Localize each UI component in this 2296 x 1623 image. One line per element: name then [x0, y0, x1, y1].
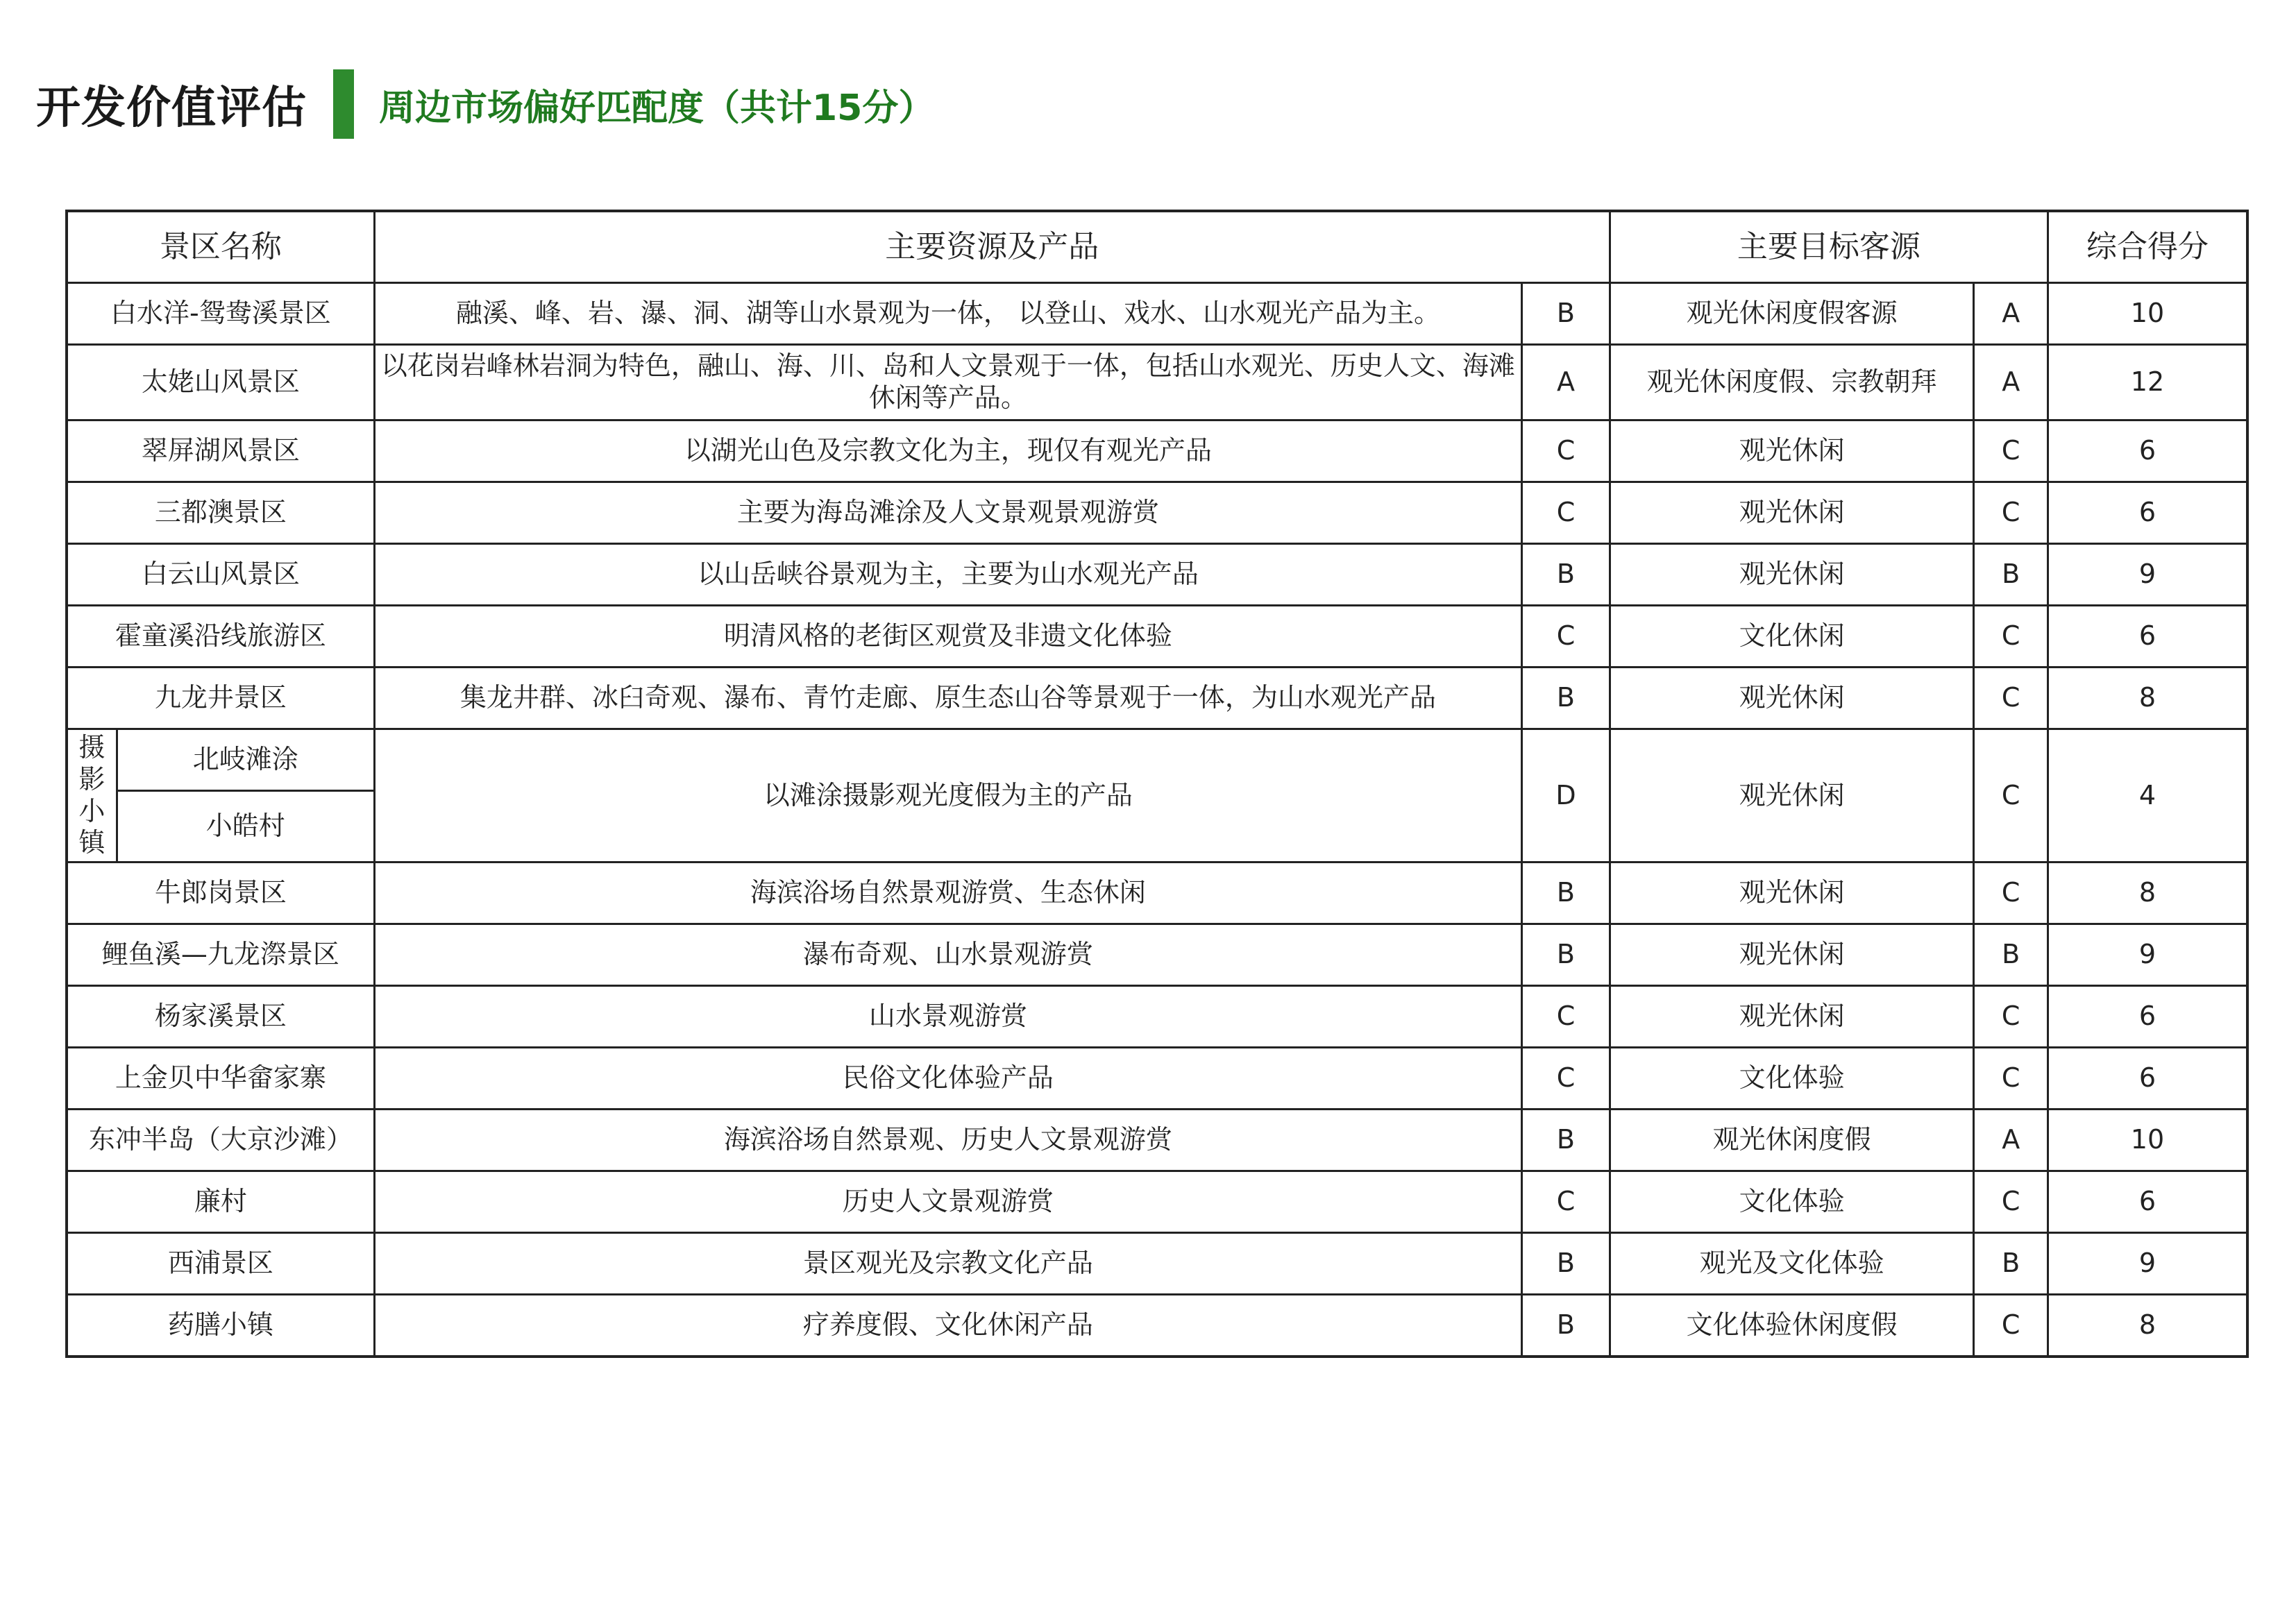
cell-name: 北岐滩涂: [117, 729, 374, 791]
cell-target: 文化体验休闲度假: [1610, 1295, 1974, 1357]
cell-resource: 融溪、峰、岩、瀑、洞、湖等山水景观为一体， 以登山、戏水、山水观光产品为主。: [374, 283, 1521, 345]
table-row: [67, 283, 2247, 345]
cell-score: 9: [2048, 544, 2247, 606]
cell-resource: 疗养度假、文化休闲产品: [374, 1295, 1521, 1357]
page-title: 开发价值评估: [36, 83, 307, 134]
cell-score: 8: [2048, 1295, 2247, 1357]
header-name: 景区名称: [67, 211, 374, 283]
header-resource: 主要资源及产品: [374, 211, 1610, 283]
table-row: [67, 668, 2247, 729]
cell-resource-grade: B: [1522, 544, 1610, 606]
cell-resource: 主要为海岛滩涂及人文景观景观游赏: [374, 482, 1521, 544]
table-row: [67, 1110, 2247, 1171]
cell-target: 观光休闲: [1610, 482, 1974, 544]
cell-target: 观光休闲: [1610, 668, 1974, 729]
cell-target: 观光休闲度假、宗教朝拜: [1610, 345, 1974, 420]
title-accent-bar: [333, 69, 354, 139]
table-row: [67, 986, 2247, 1048]
cell-name: 牛郎岗景区: [67, 863, 374, 924]
cell-score: 6: [2048, 1171, 2247, 1233]
cell-resource-grade: B: [1522, 1233, 1610, 1295]
cell-name: 霍童溪沿线旅游区: [67, 606, 374, 668]
cell-resource: 海滨浴场自然景观游赏、生态休闲: [374, 863, 1521, 924]
cell-resource-grade: C: [1522, 606, 1610, 668]
cell-target-grade: B: [1974, 1233, 2048, 1295]
cell-resource-grade: B: [1522, 1110, 1610, 1171]
cell-target: 观光休闲: [1610, 544, 1974, 606]
cell-resource-grade: B: [1522, 1295, 1610, 1357]
cell-resource-grade: C: [1522, 986, 1610, 1048]
table-row: [67, 1233, 2247, 1295]
cell-target-grade: C: [1974, 1048, 2048, 1110]
cell-name: 药膳小镇: [67, 1295, 374, 1357]
cell-name: 小皓村: [117, 791, 374, 863]
cell-resource-grade: C: [1522, 482, 1610, 544]
cell-target-grade: C: [1974, 729, 2048, 863]
cell-target: 文化体验: [1610, 1048, 1974, 1110]
cell-target-grade: C: [1974, 1171, 2048, 1233]
cell-target: 观光休闲: [1610, 986, 1974, 1048]
cell-name: 九龙井景区: [67, 668, 374, 729]
cell-target-grade: C: [1974, 1295, 2048, 1357]
cell-score: 8: [2048, 863, 2247, 924]
cell-resource: 以花岗岩峰林岩洞为特色，融山、海、川、岛和人文景观于一体，包括山水观光、历史人文、海滩休闲等产品。: [374, 345, 1521, 420]
cell-resource-grade: B: [1522, 863, 1610, 924]
cell-target: 文化休闲: [1610, 606, 1974, 668]
cell-resource: 历史人文景观游赏: [374, 1171, 1521, 1233]
cell-score: 6: [2048, 606, 2247, 668]
cell-resource-grade: B: [1522, 924, 1610, 986]
group-label-char: 小: [78, 795, 105, 826]
cell-target: 观光休闲: [1610, 863, 1974, 924]
cell-name: 三都澳景区: [67, 482, 374, 544]
group-label-photo-town: [67, 729, 117, 863]
cell-target-grade: C: [1974, 482, 2048, 544]
page-header: [36, 69, 934, 139]
cell-target: 文化体验: [1610, 1171, 1974, 1233]
cell-target: 观光休闲度假客源: [1610, 283, 1974, 345]
table-row: [67, 482, 2247, 544]
cell-name: 太姥山风景区: [67, 345, 374, 420]
table-row: [67, 924, 2247, 986]
cell-score: 6: [2048, 482, 2247, 544]
cell-resource-grade: A: [1522, 345, 1610, 420]
cell-resource: 以山岳峡谷景观为主，主要为山水观光产品: [374, 544, 1521, 606]
cell-score: 10: [2048, 1110, 2247, 1171]
header-target: 主要目标客源: [1610, 211, 2048, 283]
cell-target-grade: B: [1974, 924, 2048, 986]
cell-name: 白云山风景区: [67, 544, 374, 606]
cell-target: 观光休闲: [1610, 420, 1974, 482]
cell-target: 观光及文化体验: [1610, 1233, 1974, 1295]
cell-resource: 景区观光及宗教文化产品: [374, 1233, 1521, 1295]
cell-name: 鲤鱼溪—九龙漈景区: [67, 924, 374, 986]
table-header-row: [67, 211, 2247, 283]
table-row-group: [67, 729, 2247, 791]
cell-name: 白水洋-鸳鸯溪景区: [67, 283, 374, 345]
cell-resource: 瀑布奇观、山水景观游赏: [374, 924, 1521, 986]
page-subtitle: 周边市场偏好匹配度（共计15分）: [379, 87, 935, 129]
table-row: [67, 1171, 2247, 1233]
table-row: [67, 1295, 2247, 1357]
cell-resource-grade: B: [1522, 283, 1610, 345]
header-score: 综合得分: [2048, 211, 2247, 283]
cell-resource: 民俗文化体验产品: [374, 1048, 1521, 1110]
cell-name: 廉村: [67, 1171, 374, 1233]
cell-score: 6: [2048, 986, 2247, 1048]
table-row: [67, 863, 2247, 924]
cell-score: 9: [2048, 1233, 2247, 1295]
cell-target-grade: C: [1974, 420, 2048, 482]
cell-target: 观光休闲: [1610, 924, 1974, 986]
cell-target-grade: C: [1974, 863, 2048, 924]
cell-resource: 明清风格的老街区观赏及非遗文化体验: [374, 606, 1521, 668]
cell-target-grade: A: [1974, 345, 2048, 420]
group-label-char: 影: [78, 763, 105, 794]
cell-target-grade: B: [1974, 544, 2048, 606]
cell-resource: 以滩涂摄影观光度假为主的产品: [374, 729, 1521, 863]
group-label-char: 摄: [78, 732, 105, 763]
cell-target-grade: C: [1974, 986, 2048, 1048]
cell-score: 9: [2048, 924, 2247, 986]
cell-target: 观光休闲度假: [1610, 1110, 1974, 1171]
cell-score: 8: [2048, 668, 2247, 729]
table-row: [67, 420, 2247, 482]
cell-resource: 以湖光山色及宗教文化为主，现仅有观光产品: [374, 420, 1521, 482]
cell-target: 观光休闲: [1610, 729, 1974, 863]
cell-score: 4: [2048, 729, 2247, 863]
table-row: [67, 345, 2247, 420]
table-row: [67, 606, 2247, 668]
cell-target-grade: C: [1974, 668, 2048, 729]
cell-resource-grade: C: [1522, 1171, 1610, 1233]
cell-resource-grade: B: [1522, 668, 1610, 729]
cell-target-grade: A: [1974, 1110, 2048, 1171]
table-row: [67, 544, 2247, 606]
cell-name: 杨家溪景区: [67, 986, 374, 1048]
cell-resource-grade: D: [1522, 729, 1610, 863]
cell-resource: 海滨浴场自然景观、历史人文景观游赏: [374, 1110, 1521, 1171]
cell-resource: 山水景观游赏: [374, 986, 1521, 1048]
cell-score: 6: [2048, 1048, 2247, 1110]
table-row: [67, 1048, 2247, 1110]
cell-resource-grade: C: [1522, 1048, 1610, 1110]
cell-score: 6: [2048, 420, 2247, 482]
group-label-char: 镇: [78, 827, 105, 858]
cell-target-grade: C: [1974, 606, 2048, 668]
evaluation-table: [65, 210, 2249, 1358]
cell-score: 12: [2048, 345, 2247, 420]
cell-score: 10: [2048, 283, 2247, 345]
cell-resource-grade: C: [1522, 420, 1610, 482]
cell-name: 西浦景区: [67, 1233, 374, 1295]
cell-target-grade: A: [1974, 283, 2048, 345]
cell-name: 东冲半岛（大京沙滩）: [67, 1110, 374, 1171]
cell-name: 上金贝中华畲家寨: [67, 1048, 374, 1110]
cell-resource: 集龙井群、冰臼奇观、瀑布、青竹走廊、原生态山谷等景观于一体，为山水观光产品: [374, 668, 1521, 729]
cell-name: 翠屏湖风景区: [67, 420, 374, 482]
